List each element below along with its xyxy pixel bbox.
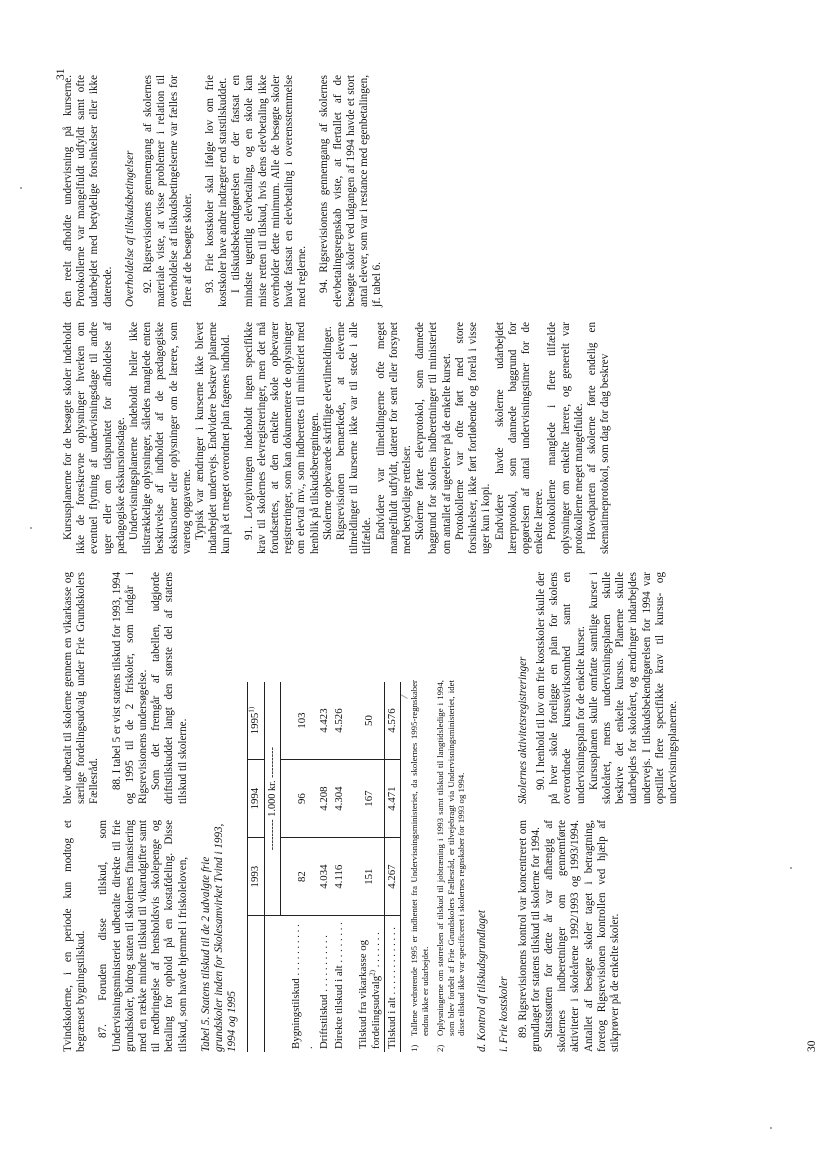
paragraph: Undervisningsplanerne indeholdt heller ikke tilstrækkelige oplysninger, således manglede enten beskrivelse af indholdet af de pædagogiske ekskursioner eller oplysninger om de lærere, som varetog opgaverne. [128,322,193,554]
table-row: Tilskud fra vikarkasse og fordelingsudvalg$^{2)}$ . . . . . . . 151 167 50 [356,682,385,1052]
paragraph: Skolerne opbevarede skriftlige elevtilmeldinger. [321,326,334,540]
table-5 [247,682,401,1052]
paragraph: Som det fremgår af tabellen, udgjorde driftstilskuddet langt den største del af statens tilskud til skolerne. [150,572,189,804]
year-1994: 1994 [248,760,264,838]
paragraph: Endvidere var tilmeldingerne ofte meget mangelfuldt udfyldt, dateret for sent eller forsynet med betydelige rettelser. [374,322,414,554]
page31-column-1 [62,322,612,554]
table-header-row [248,682,264,1052]
paragraph: I tilskudsbekendtgørelsen er der fastsat en mindste ugentlig elevbetaling, og en skole kan miste retten til tilskud, hvis dens elevbetaling ikke overholder dette minimum. Alle de besøgte skoler havde fastsat en elevbetaling i overensstemmelse med reglerne. [230,75,309,307]
paragraph: den reelt afholdte undervisning på kurserne. Protokollerne var mangelfuldt udfyldt samt ofte udarbejdet med betydelige forsinkelser eller ikke daterede. [62,75,114,307]
paragraph-87: 87. Foruden disse tilskud, som Undervisningsministeriet udbetalte direkte til frie grundskoler, bidrog staten til skolernes finansiering med en række mindre tilskud til vikarudgifter samt til nedbringelse af hensholdsvis skolepenge og betaling for ophold på en kostafdeling. Disse tilskud, som havde hjemmel i friskoleloven, [97,820,189,1052]
section-heading: Skolernes aktivitetsregistreringer [516,656,529,804]
table-total-row: Tilskud i alt . . . . . . . . . . . . . 4.267 4.471 4.576 [385,682,401,1052]
paragraph: Tvindskolerne, i en periode kun modtog et begrænset bygningstilskud. [62,820,88,1052]
paragraph: Hovedparten af skolerne førte endelig en skematimeprotokol, som dag for dag beskrev [585,322,612,554]
scan-speck [20,187,22,189]
footnote: 1) Tallene vedrørende 1995 er indhentet fra Undervisningsministeriet, da skolernes 1995-regnskaber endnu ikke er udarbejdet. [409,680,431,1052]
paragraph: Statsstøtten for dette år var afhængig af skolernes indberetninger om gennemførte aktiviteter i skoleårene 1992/1993 og 1993/1994. Antallet af besøgte skoler taget i betragtning, foretog Rigsrevisionen kontrollen ved hjælp af stikprøver på de enkelte skoler. [543,820,622,1052]
paragraph: Typisk var ændringer i kurserne ikke blevet indarbejdet undervejs. Endvidere beskrev planerne kun på et meget overordnet plan fagenes indhold. [194,322,233,554]
paragraph-93: 93. Frie kostskoler skal ifølge lov om frie kostskoler have andre indtægter end statstilskuddet. [203,75,230,307]
paragraph-92: 92. Rigsrevisionens gennemgang af skolernes materiale viste, at visse problemer i relation til overholdelse af tilskudsbetingelserne var fælles for flere af de besøgte skoler. [142,75,194,307]
page-number-right: 31 [55,68,67,80]
paragraph-91: 91. Lovgivningen indeholdt ingen specifikke krav til skolernes elevregistreringer, men det må forudsættes, at den enkelte skole opbevarer registreringer, som kan dokumentere de oplysninger om elevtal mv., som indberettes til ministeriet med henblik på tilskudsberegningen. [242,322,321,554]
footnote: 2) Oplysningerne om størrelsen af tilskud til jobtræning i 1993 samt tilskud til langtidsledige i 1994, som blev fordelt af Frie Grundskolers Fællesråd, er tilvejebragt via Undervisningsministeriet, idet disse tilskud ikke var specificeret i skolernes regnskaber for 1993 og 1994. [434,680,467,1052]
table-footnotes [409,680,467,1052]
table-unit: --------- 1.000 kr. --------- [264,682,280,916]
table-caption: Tabel 5. Statens tilskud til de 2 udvalgte frie grundskoler inden for Skolesamvirket Tvind i 1993, 1994 og 1995 [199,823,239,1052]
paragraph-88: 88. I tabel 5 er vist statens tilskud for 1993, 1994 og 1995 til de 2 friskoler, som indgår i Rigsrevisionens undersøgelse. [110,572,150,804]
paragraph: Protokollerne var ofte ført med store forsinkelser, ikke ført fortløbende og forelå i visse uger kun i kopi. [453,322,493,554]
year-1993: 1993 [248,838,264,916]
section-heading: d. Kontrol af tilskudsgrundlaget [476,910,489,1052]
table-unit-row [264,682,280,1052]
paragraph: Skolerne førte elevprotokol, som dannede baggrund for skolens indberetninger til ministeriet om antallet af ugeelever på de enkelte kurset. [414,322,453,554]
paragraph-89: 89. Rigsrevisionens kontrol var koncentreret om grundlaget for statens tilskud til skolerne for 1994. [516,820,542,1052]
year-1995: 1995$^{1)}$ [248,682,264,760]
section-heading: Overholdelse af tilskudsbetingelser [123,150,136,307]
page31-column-2 [62,75,384,307]
scan-speck [790,867,792,869]
subsection-heading: i. Frie kostskoler [498,976,511,1052]
table-row: Driftstilskud . . . . . . . . . . . 4.034 4.208 4.423 [317,682,332,1052]
table-row: Bygningstilskud . . . . . . . . . . . 82 96 103 [289,682,317,1052]
paragraph: Rigsrevisionen bemærkede, at eleverne tilmeldinger til kurserne ikke var til stede i alle tilfælde. [335,322,374,554]
scan-speck [30,527,32,529]
paragraph: Kursusplanerne for de besøgte skoler indeholdt ikke de foreskrevne oplysninger hverken om eventuel flytning af undervisningsdage til andre uger eller om tidspunktet for afholdelse af pædagogiske ekskursionsdage. [62,322,127,554]
paragraph: blev udbetalt til skolerne gennem en vikarkasse og særlige fordelingsudvalg under Frie Grundskolers Fællesråd. [62,572,101,804]
table-row: Direkte tilskud i alt . . . . . . . . 4.116 4.304 4.526 [332,682,347,1052]
page-number-left: 30 [806,1040,818,1052]
paragraph: Endvidere havde skolerne udarbejdet lærerprotokol, som dannede baggrund for opgørelsen af antal undervisningstimer for de enkelte lærere. [493,322,546,554]
scan-speck [770,1127,772,1129]
paragraph-94: 94. Rigsrevisionens gennemgang af skolernes elevbetalingsregnskab viste, at flertallet af de besøgte skoler ved udgangen af 1994 havde et stort antal elever, som var i restance med egenbetalingen, jf. tabel 6. [318,75,384,307]
paragraph-90: 90. I henhold til lov om frie kostskoler skulle der på hver skole foreligge en plan for skolens overordnede kursusvirksomhed samt en undervisningsplan for de enkelte kurser. [535,572,587,804]
paragraph: Kursusplanen skulle omfatte samtlige kurser i skoleåret, mens undervisningsplanen skulle beskrive det enkelte kursus. Planerne skulle udarbejdes for skoleåret, og ændringer indarbejdes undervejs. I tilskudsbekendtgørelsen for 1994 var opstillet flere specifikke krav til kursus- og undervisningsplanerne. [587,572,680,804]
paragraph: Protokollerne manglede i flere tilfælde oplysninger om enkelte lærere, og generelt var protokollerne meget mangelfulde. [546,322,585,554]
